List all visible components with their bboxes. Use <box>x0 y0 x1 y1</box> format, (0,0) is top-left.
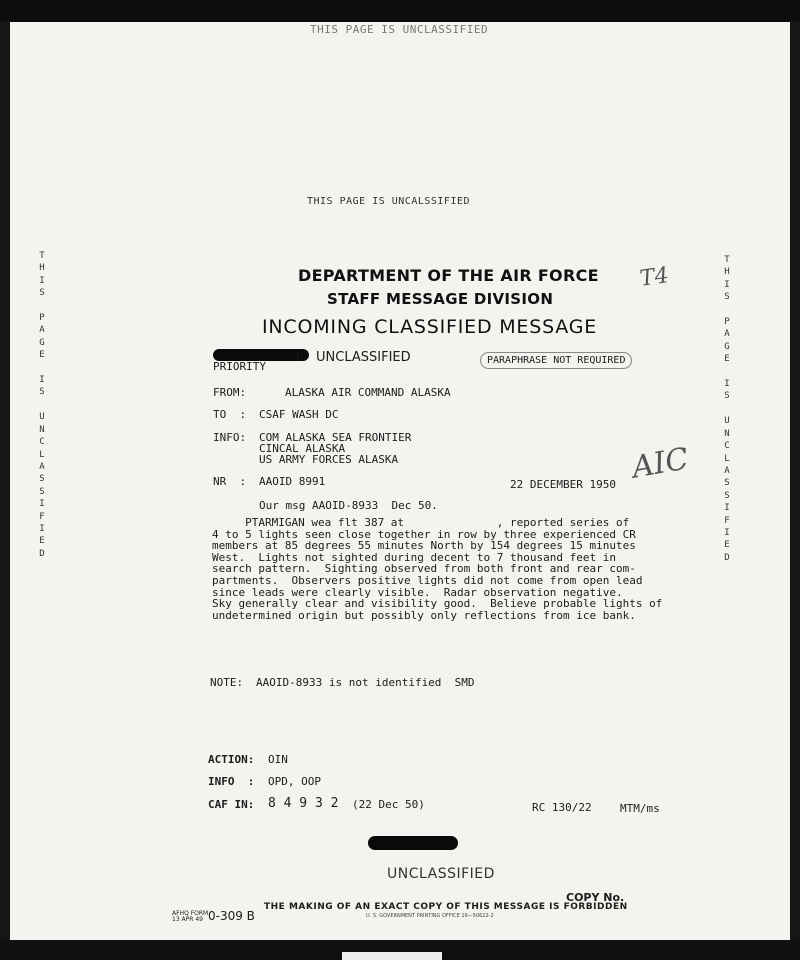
redaction-mark <box>368 836 458 850</box>
side-stamp-letter: A <box>39 325 45 336</box>
side-stamp-letter: D <box>39 548 45 559</box>
side-stamp-letter: E <box>39 350 45 361</box>
body-line: Sky generally clear and visibility good. Believe probable lights of <box>212 597 663 611</box>
side-stamp-letter: C <box>724 441 730 452</box>
side-stamp-letter: S <box>724 478 730 489</box>
body-line: members at 85 degrees 55 minutes North by 154 degrees 15 minutes <box>212 539 636 553</box>
side-stamp-letter: E <box>724 354 730 365</box>
side-stamp-letter: H <box>39 263 45 274</box>
form-line: 13 APR 49 <box>172 916 203 923</box>
caf-in-label: CAF IN: <box>208 798 255 811</box>
paraphrase-stamp: PARAPHRASE NOT REQUIRED <box>480 352 632 369</box>
side-stamp-letter: L <box>724 453 730 464</box>
message-body <box>212 517 682 621</box>
side-stamp-letter <box>36 300 48 312</box>
department-heading: DEPARTMENT OF THE AIR FORCE <box>298 266 599 285</box>
nr-value: AAOID 8991 <box>259 475 326 488</box>
side-stamp-letter: U <box>39 412 45 423</box>
action-info-value: OPD, OOP <box>268 775 321 788</box>
scan-left-border <box>0 22 10 960</box>
classification-label: L <box>296 349 303 362</box>
middle-unclassified-stamp: THIS PAGE IS UNCALSSIFIED <box>307 196 471 207</box>
copy-number-label: COPY No. <box>566 891 625 904</box>
form-line: AFHQ FORM <box>172 910 209 917</box>
classification-value: UNCLASSIFIED <box>316 350 411 365</box>
info-addressee: CINCAL ALASKA <box>259 442 346 455</box>
body-line: PTARMIGAN wea flt 387 at , reported series of <box>212 516 630 529</box>
side-stamp-letter: A <box>724 465 730 476</box>
side-stamp-letter: H <box>724 267 730 278</box>
action-value: OIN <box>268 753 288 766</box>
left-vertical-stamp <box>36 250 48 560</box>
bottom-classification: UNCLASSIFIED <box>387 866 495 882</box>
side-stamp-letter: P <box>39 313 45 324</box>
side-stamp-letter: T <box>724 255 730 265</box>
side-stamp-letter: S <box>724 292 730 303</box>
side-stamp-letter: S <box>724 391 730 402</box>
copy-forbidden-notice: THE MAKING OF AN EXACT COPY OF THIS MESSAGE IS FORBIDDEN <box>264 902 628 912</box>
side-stamp-letter: F <box>39 511 45 522</box>
side-stamp-letter: E <box>724 540 730 551</box>
body-line: 4 to 5 lights seen close together in row by three experienced CR <box>212 527 636 541</box>
typist-initials: MTM/ms <box>620 802 660 815</box>
side-stamp-letter: D <box>724 552 730 563</box>
rc-code: RC 130/22 <box>532 801 592 814</box>
scan-top-border <box>0 0 800 22</box>
message-date: 22 DECEMBER 1950 <box>510 478 616 491</box>
side-stamp-letter: C <box>39 437 45 448</box>
nr-label: NR : <box>213 475 247 488</box>
from-value: ALASKA AIR COMMAND ALASKA <box>285 386 451 399</box>
body-line: undetermined origin but possibly only reflections from ice bank. <box>212 608 636 622</box>
body-line: since leads were clearly visible. Radar observation negative. <box>212 585 623 599</box>
handwritten-annotation-top: T4 <box>638 263 671 292</box>
note-label: NOTE: <box>210 676 244 689</box>
scan-bottom-tab <box>342 952 442 960</box>
form-designation-small <box>172 911 208 923</box>
body-line: search pattern. Sighting observed from both front and rear com- <box>212 562 636 576</box>
side-stamp-letter: I <box>39 375 45 386</box>
side-stamp-letter: I <box>39 523 45 534</box>
precedence: PRIORITY <box>213 360 266 373</box>
side-stamp-letter: T <box>39 251 45 261</box>
action-label: ACTION: <box>208 753 255 766</box>
reference-line: Our msg AAOID-8933 Dec 50. <box>259 499 438 512</box>
side-stamp-letter: N <box>724 428 730 439</box>
side-stamp-letter: U <box>724 416 730 427</box>
side-stamp-letter <box>36 362 48 374</box>
printing-office-line: U. S. GOVERNMENT PRINTING OFFICE 16—50622-2 <box>366 913 494 919</box>
side-stamp-letter: S <box>39 474 45 485</box>
top-unclassified-stamp: THIS PAGE IS UNCLASSIFIED <box>310 23 489 36</box>
side-stamp-letter: I <box>39 499 45 510</box>
side-stamp-letter: S <box>724 490 730 501</box>
side-stamp-letter <box>721 304 733 316</box>
to-value: CSAF WASH DC <box>259 408 339 421</box>
side-stamp-letter: S <box>39 387 45 398</box>
side-stamp-letter: S <box>39 288 45 299</box>
body-line: partments. Observers positive lights did not come from open lead <box>212 573 643 587</box>
side-stamp-letter: I <box>724 279 730 290</box>
side-stamp-letter: G <box>724 341 730 352</box>
side-stamp-letter: I <box>39 275 45 286</box>
side-stamp-letter <box>36 399 48 411</box>
side-stamp-letter: A <box>724 329 730 340</box>
side-stamp-letter: I <box>724 379 730 390</box>
scan-right-border <box>790 22 800 960</box>
action-info-label: INFO : <box>208 775 255 788</box>
form-number: 0-309 B <box>208 909 255 923</box>
side-stamp-letter <box>721 366 733 378</box>
body-line: West. Lights not sighted during decent to 7 thousand feet in <box>212 550 616 564</box>
note-text: AAOID-8933 is not identified SMD <box>256 676 475 689</box>
info-addressee: COM ALASKA SEA FRONTIER <box>259 431 412 444</box>
side-stamp-letter: I <box>724 503 730 514</box>
side-stamp-letter: I <box>724 527 730 538</box>
side-stamp-letter <box>721 403 733 415</box>
caf-in-number: 8 4 9 3 2 <box>268 796 339 811</box>
info-label: INFO: <box>213 431 247 444</box>
caf-in-date: (22 Dec 50) <box>352 798 425 811</box>
side-stamp-letter: L <box>39 449 45 460</box>
division-heading: STAFF MESSAGE DIVISION <box>327 290 554 308</box>
from-label: FROM: <box>213 386 247 399</box>
side-stamp-letter: N <box>39 424 45 435</box>
side-stamp-letter: S <box>39 486 45 497</box>
side-stamp-letter: P <box>724 317 730 328</box>
info-addressee: US ARMY FORCES ALASKA <box>259 453 399 466</box>
to-label: TO : <box>213 408 247 421</box>
message-type-heading: INCOMING CLASSIFIED MESSAGE <box>262 316 598 338</box>
side-stamp-letter: E <box>39 536 45 547</box>
right-vertical-stamp <box>721 254 733 564</box>
handwritten-annotation-mid: AIC <box>629 441 692 486</box>
side-stamp-letter: F <box>724 515 730 526</box>
side-stamp-letter: G <box>39 337 45 348</box>
side-stamp-letter: A <box>39 461 45 472</box>
